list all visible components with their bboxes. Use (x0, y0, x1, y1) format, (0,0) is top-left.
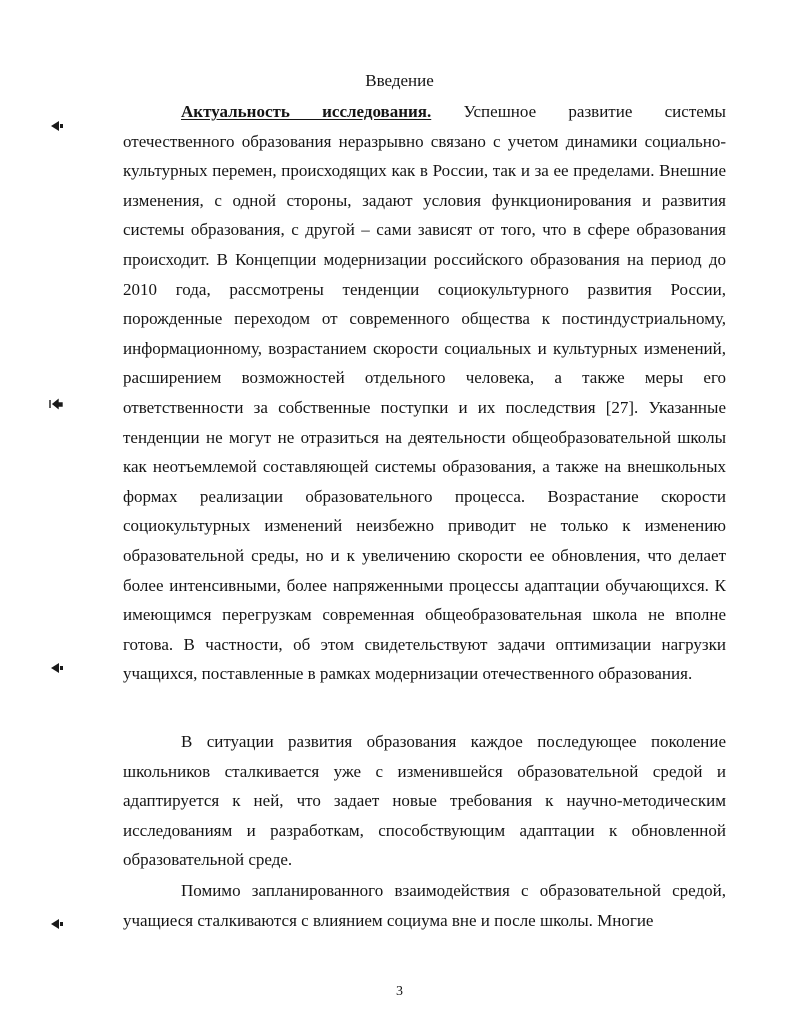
scan-mark-icon (50, 661, 64, 675)
scan-mark-icon (48, 397, 62, 411)
scan-mark-icon (50, 917, 64, 931)
paragraph-3-text: Помимо запланированного взаимодействия с образовательной средой, учащиеся сталкиваются с влиянием социума вне и после школы. Многие (123, 881, 726, 930)
paragraph-2 (123, 727, 726, 875)
paragraph-1 (123, 97, 726, 689)
paragraph-3 (123, 876, 726, 935)
page-number: 3 (396, 984, 403, 999)
lead-phrase: Актуальность исследования. (181, 102, 432, 121)
scan-mark-icon (50, 119, 64, 133)
page-heading: Введение (365, 71, 434, 90)
paragraph-2-text: В ситуации развития образования каждое последующее поколение школьников сталкивается уже с изменившейся образовательной средой и адаптируется к ней, что задает новые требования к научно-методическим исследованиям и разработкам, способствующим адаптации к обновленной образовательной среде. (123, 732, 726, 870)
paragraph-1-text: Успешное развитие системы отечественного образования неразрывно связано с учетом динамики социально-культурных перемен, происходящих как в России, так и за ее пределами. Внешние изменения, с одной стороны, задают условия функционирования и развития системы образования, с другой – сами зависят от того, что в сфере образования происходит. В Концепции модернизации российского образования на период до 2010 года, рассмотрены тенденции социокультурного развития России, порожденные переходом от современного общества к постиндустриальному, информационному, возрастанием скорости социальных и культурных изменений, расширением возможностей отдельного человека, а также меры его ответственности за собственные поступки и их последствия [27]. Указанные тенденции не могут не отразиться на деятельности общеобразовательной школы как неотъемлемой составляющей системы образования, а также на внешкольных формах реализации образовательного процесса. Возрастание скорости социокультурных изменений неизбежно приводит не только к изменению образовательной среды, но и к увеличению скорости ее обновления, что делает более интенсивными, более напряженными процессы адаптации обучающихся. К имеющимся перегрузкам современная общеобразовательная школа не вполне готова. В частности, об этом свидетельствуют задачи оптимизации нагрузки учащихся, поставленные в рамках модернизации отечественного образования. (123, 102, 726, 684)
